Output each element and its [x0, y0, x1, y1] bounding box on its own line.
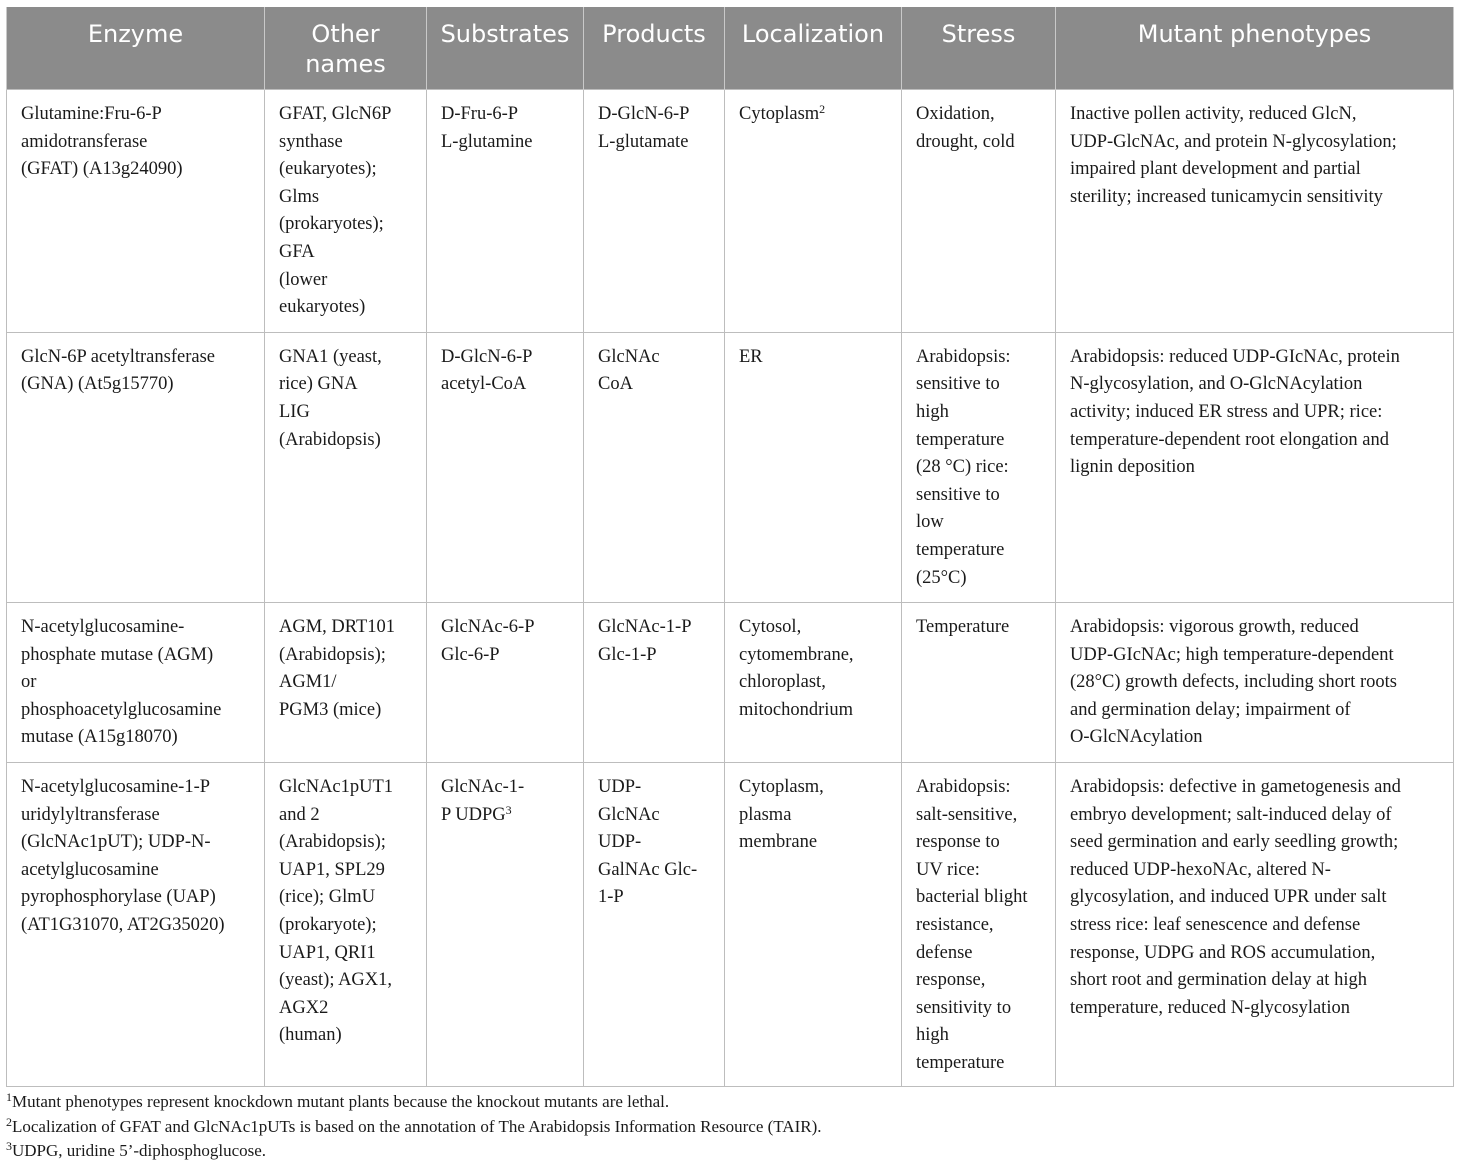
table-row [7, 332, 1454, 602]
cell-substrates: D-GlcN-6-P acetyl-CoA [427, 332, 584, 602]
cell-other-names: GlcNAc1pUT1 and 2 (Arabidopsis); UAP1, SPL29 (rice); GlmU (prokaryote); UAP1, QRI1 (yeast); AGX1, AGX2 (human) [265, 763, 427, 1087]
footnote-mark: 1 [6, 1090, 12, 1104]
cell-phenotypes: Arabidopsis: vigorous growth, reduced UDP-GIcNAc; high temperature-dependent (28°C) growth defects, including short roots and germination delay; impairment of O-GlcNAcylation [1056, 603, 1454, 763]
cell-phenotypes: Inactive pollen activity, reduced GlcN, UDP-GlcNAc, and protein N-glycosylation; impaired plant development and partial sterility; increased tunicamycin sensitivity [1056, 90, 1454, 333]
footnote-text: UDPG, uridine 5’-diphosphoglucose. [12, 1141, 267, 1160]
header-row [7, 7, 1454, 90]
footnote-mark: 3 [6, 1139, 12, 1153]
table-footnotes [6, 1090, 1453, 1164]
table-row [7, 90, 1454, 333]
cell-products: GlcNAc-1-P Glc-1-P [584, 603, 725, 763]
cell-other-names: GFAT, GlcN6P synthase (eukaryotes); Glms (prokaryotes); GFA (lower eukaryotes) [265, 90, 427, 333]
cell-substrates: GlcNAc-6-P Glc-6-P [427, 603, 584, 763]
footnote-text: Localization of GFAT and GlcNAc1pUTs is based on the annotation of The Arabidopsis Information Resource (TAIR). [12, 1116, 822, 1136]
cell-localization: ER [725, 332, 902, 602]
col-header-stress: Stress [902, 7, 1056, 90]
cell-stress: Arabidopsis: sensitive to high temperature (28 °C) rice: sensitive to low temperature (25°C) [902, 332, 1056, 602]
cell-enzyme: GlcN-6P acetyltransferase (GNA) (At5g15770) [7, 332, 265, 602]
cell-products: D-GlcN-6-P L-glutamate [584, 90, 725, 333]
cell-other-names: AGM, DRT101 (Arabidopsis); AGM1/ PGM3 (mice) [265, 603, 427, 763]
col-header-products: Products [584, 7, 725, 90]
footnote-1 [6, 1090, 1453, 1115]
cell-substrates: D-Fru-6-P L-glutamine [427, 90, 584, 333]
enzyme-table [6, 7, 1454, 1087]
cell-localization: Cytoplasm, plasma membrane [725, 763, 902, 1087]
col-header-localization: Localization [725, 7, 902, 90]
cell-phenotypes: Arabidopsis: defective in gametogenesis and embryo development; salt-induced delay of seed germination and early seedling growth; reduced UDP-hexoNAc, altered N- glycosylation, and induced UPR under salt stress rice: leaf senescence and defense response, UDPG and ROS accumulation, short root and germination delay at high temperature, reduced N-glycosylation [1056, 763, 1454, 1087]
table-row [7, 603, 1454, 763]
col-header-mutant-phenotypes: Mutant phenotypes [1056, 7, 1454, 90]
cell-phenotypes: Arabidopsis: reduced UDP-GIcNAc, protein N-glycosylation, and O-GlcNAcylation activity; induced ER stress and UPR; rice: temperature-dependent root elongation and lignin deposition [1056, 332, 1454, 602]
col-header-enzyme: Enzyme [7, 7, 265, 90]
col-header-other-names: Other names [265, 7, 427, 90]
cell-stress: Arabidopsis: salt-sensitive, response to UV rice: bacterial blight resistance, defense response, sensitivity to high temperature [902, 763, 1056, 1087]
cell-products: UDP- GlcNAc UDP- GalNAc Glc- 1-P [584, 763, 725, 1087]
enzyme-table-container [6, 7, 1453, 1087]
cell-other-names: GNA1 (yeast, rice) GNA LIG (Arabidopsis) [265, 332, 427, 602]
footnote-text: Mutant phenotypes represent knockdown mutant plants because the knockout mutants are lethal. [12, 1092, 670, 1111]
cell-enzyme: N-acetylglucosamine- phosphate mutase (AGM) or phosphoacetylglucosamine mutase (A15g18070) [7, 603, 265, 763]
cell-enzyme: N-acetylglucosamine-1-P uridylyltransferase (GlcNAc1pUT); UDP-N- acetylglucosamine pyrophosphorylase (UAP) (AT1G31070, AT2G35020) [7, 763, 265, 1087]
footnote-2 [6, 1115, 1453, 1140]
substrates-text: GlcNAc-1- P UDPG [441, 777, 525, 825]
footnote-mark: 2 [819, 102, 826, 116]
localization-text: Cytoplasm [739, 104, 820, 124]
col-header-substrates: Substrates [427, 7, 584, 90]
cell-substrates [427, 763, 584, 1087]
footnote-3 [6, 1139, 1453, 1164]
cell-localization: Cytosol, cytomembrane, chloroplast, mitochondrium [725, 603, 902, 763]
table-row [7, 763, 1454, 1087]
cell-localization [725, 90, 902, 333]
cell-stress: Temperature [902, 603, 1056, 763]
cell-products: GlcNAc CoA [584, 332, 725, 602]
footnote-mark: 2 [6, 1114, 12, 1129]
cell-stress: Oxidation, drought, cold [902, 90, 1056, 333]
footnote-mark: 3 [505, 802, 512, 817]
cell-enzyme: Glutamine:Fru-6-P amidotransferase (GFAT) (A13g24090) [7, 90, 265, 333]
